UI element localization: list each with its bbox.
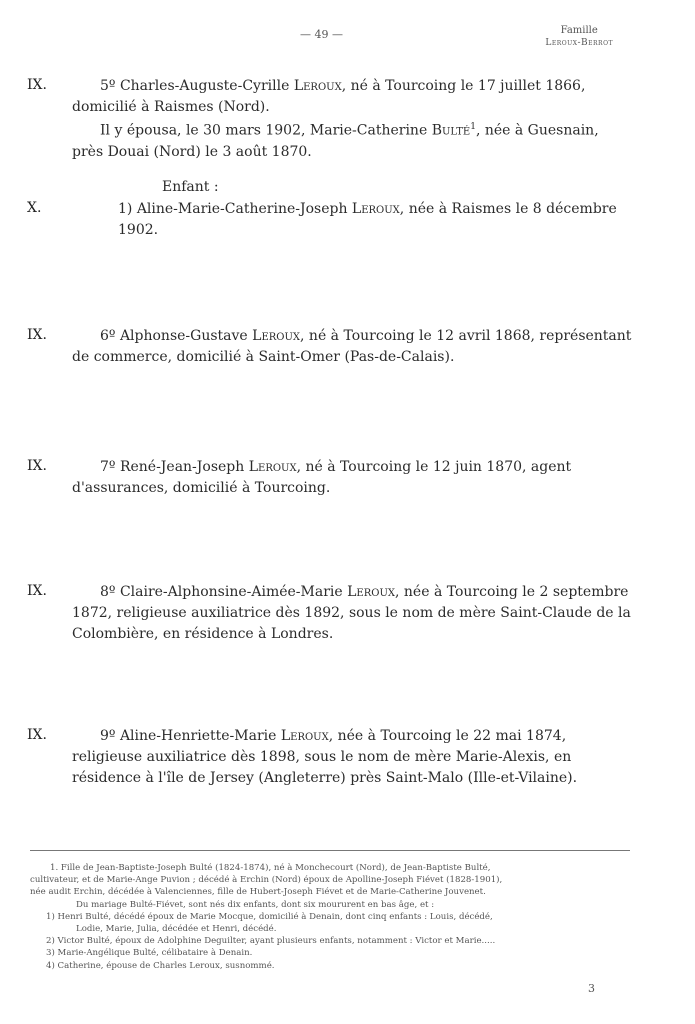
entry-intro: 9º Aline-Henriette-Marie (100, 728, 281, 744)
entry-details: , né à Tourcoing le 12 avril 1868, représentant de commerce, domicilié à Saint-Omer (Pas-de-Calais). (72, 328, 632, 365)
marriage-text: Il y épousa, le 30 mars 1902, Marie-Catherine (100, 122, 432, 139)
entry-surname: Leroux (293, 78, 342, 94)
generation-marker: IX. (27, 583, 47, 599)
sheet-number: 3 (588, 982, 595, 995)
marriage-details: , née à Guesnain, près Douai (Nord) le 3 août 1870. (72, 122, 599, 160)
entry-alphonse (72, 326, 632, 368)
entry-details: , née à Tourcoing le 22 mai 1874, religieuse auxiliatrice dès 1898, sous le nom de mère Marie-Alexis, en résidence à l'île de Jersey (Angleterre) près Saint-Malo (Ille-et-Vilaine). (72, 728, 578, 786)
footnote-line: 1) Henri Bulté, décédé époux de Marie Mocque, domicilié à Denain, dont cinq enfants : Louis, décédé, (46, 911, 493, 922)
entry-surname: Leroux (248, 459, 297, 475)
entry-rene (72, 457, 632, 499)
child-intro: 1) Aline-Marie-Catherine-Joseph (118, 201, 352, 217)
footnote-line: cultivateur, et de Marie-Ange Puvion ; décédé à Erchin (Nord) époux de Apolline-Joseph Fiévet (1828-1901), (30, 875, 503, 886)
footnotes (30, 862, 630, 972)
entry-intro: 6º Alphonse-Gustave (100, 328, 253, 344)
footnote-line: 3) Marie-Angélique Bulté, célibataire à Denain. (46, 948, 253, 959)
generation-marker: IX. (27, 458, 47, 474)
generation-marker: IX. (27, 327, 47, 343)
running-header (545, 25, 613, 49)
child-surname: Leroux (351, 201, 400, 217)
entry-details: , né à Tourcoing le 17 juillet 1866, domicilié à Raismes (Nord). (72, 78, 586, 115)
footnote-line: née audit Erchin, décédée à Valenciennes, fille de Hubert-Joseph Fiévet et de Marie-Catherine Jouvenet. (30, 887, 486, 898)
footnote-divider (30, 850, 630, 851)
entry-details: , né à Tourcoing le 12 juin 1870, agent d'assurances, domicilié à Tourcoing. (72, 459, 572, 496)
entry-surname: Leroux (347, 584, 395, 600)
footnote-line: 2) Victor Bulté, époux de Adolphine Deguilter, ayant plusieurs enfants, notamment : Victor et Marie..... (46, 936, 496, 947)
child-entry (118, 199, 630, 241)
children-label: Enfant : (162, 179, 219, 195)
marriage-surname: Bulté (431, 122, 471, 139)
footnote-line: Du mariage Bulté-Fiévet, sont nés dix enfants, dont six moururent en bas âge, et : (76, 899, 435, 910)
child-details: , née à Raismes le 8 décembre 1902. (118, 201, 617, 238)
entry-charles (72, 76, 632, 118)
family-label: Famille (560, 25, 598, 36)
entry-claire (72, 582, 632, 645)
marriage-paragraph (72, 117, 632, 163)
entry-intro: 7º René-Jean-Joseph (100, 459, 249, 475)
page-number: — 49 — (300, 28, 343, 41)
footnote-line: Lodie, Marie, Julia, décédée et Henri, décédé. (76, 924, 277, 935)
footnote-ref: 1 (470, 122, 476, 132)
entry-surname: Leroux (252, 328, 301, 344)
entry-intro: 8º Claire-Alphonsine-Aimée-Marie (100, 584, 348, 600)
entry-surname: Leroux (280, 728, 329, 744)
family-name: Leroux-Berrot (545, 38, 613, 48)
child-generation-marker: X. (27, 200, 42, 216)
footnote-line: 1. Fille de Jean-Baptiste-Joseph Bulté (1824-1874), né à Monchecourt (Nord), de Jean-Baptiste Bulté, (50, 863, 491, 873)
entry-intro: 5º Charles-Auguste-Cyrille (100, 78, 294, 94)
entry-details: , née à Tourcoing le 2 septembre 1872, religieuse auxiliatrice dès 1892, sous le nom de mère Saint-Claude de la Colombière, en résidence à Londres. (72, 584, 631, 642)
generation-marker: IX. (27, 77, 47, 93)
generation-marker: IX. (27, 727, 47, 743)
footnote-line: 4) Catherine, épouse de Charles Leroux, susnommé. (46, 960, 275, 971)
entry-aline (72, 726, 632, 789)
